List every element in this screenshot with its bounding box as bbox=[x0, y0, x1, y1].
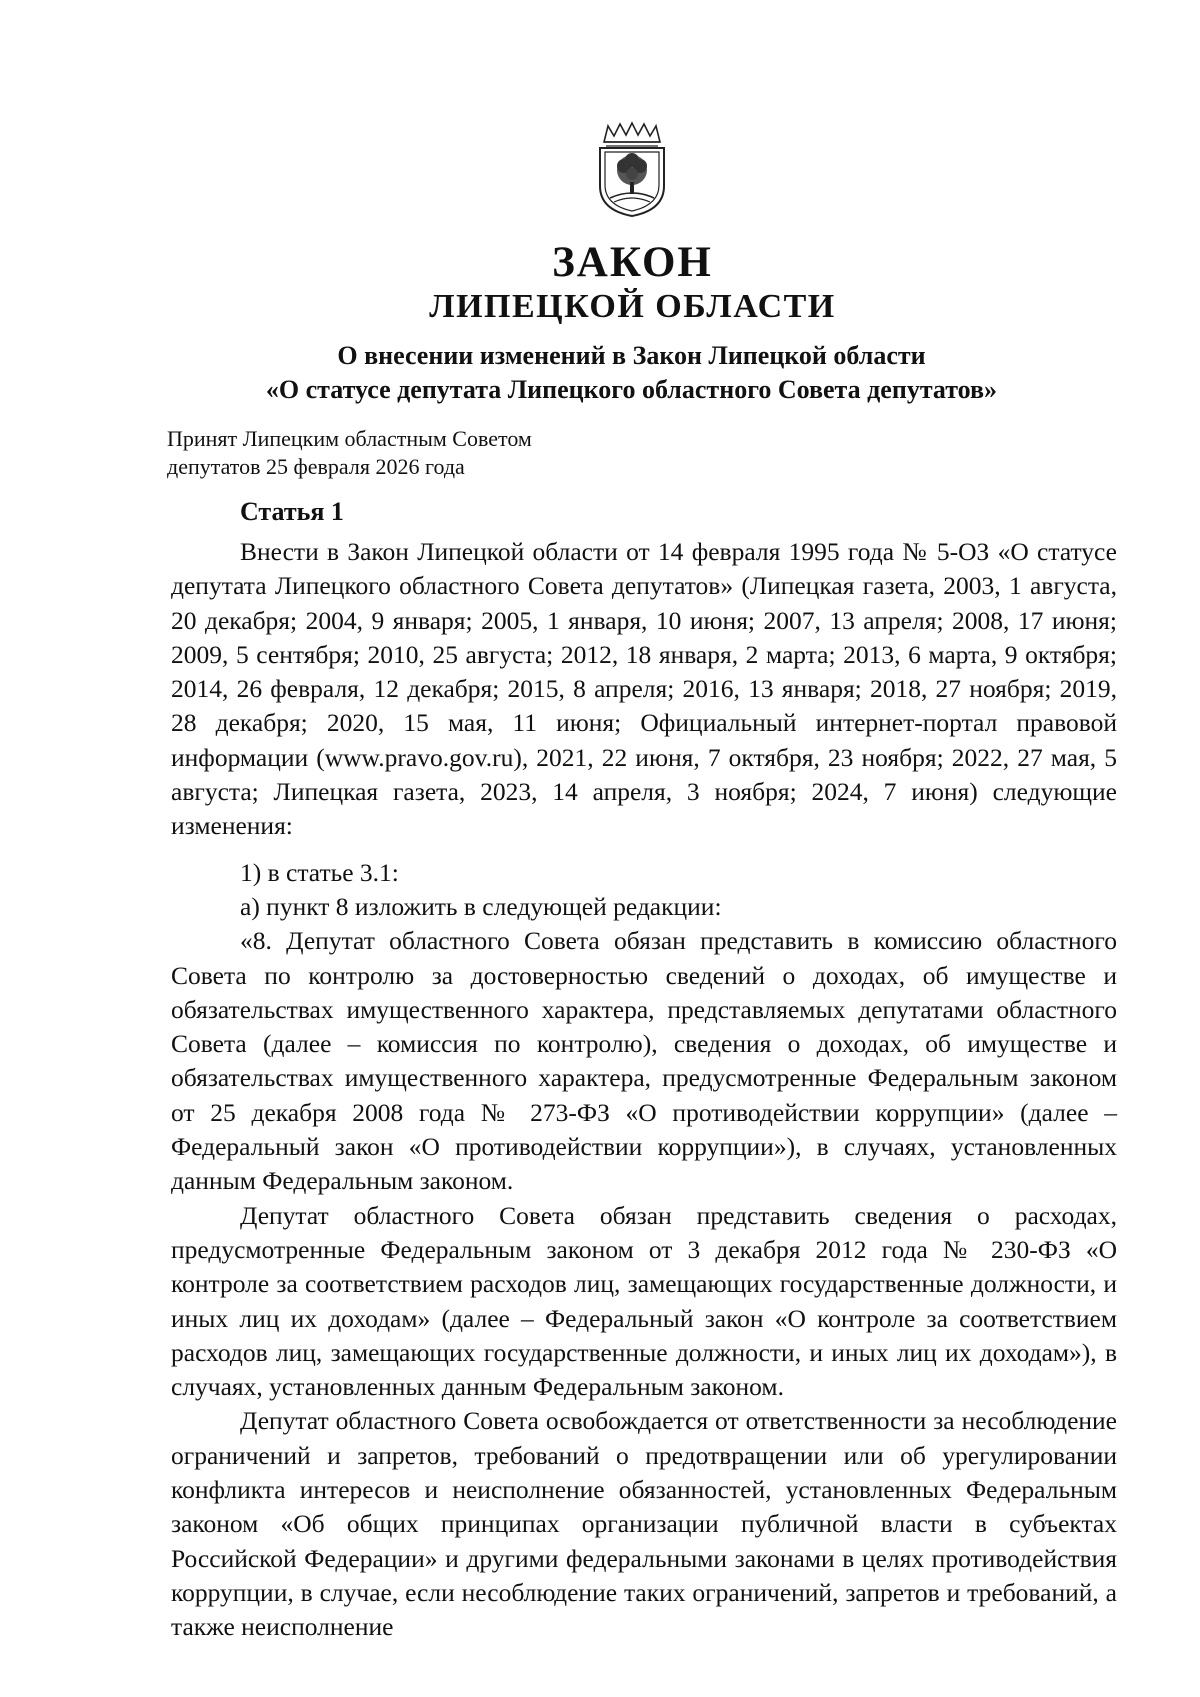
document-region: ЛИПЕЦКОЙ ОБЛАСТИ bbox=[429, 288, 836, 325]
paragraph-subitem-a: а) пункт 8 изложить в следующей редакции: bbox=[240, 891, 722, 921]
paragraph-liability-exemption: Депутат областного Совета освобождается от ответственности за несоблюдение ограничений и запретов, требований о предотвращении или об урегулировании конфликта интересов и неисполнение обязанностей, установленных Федеральным законом «Об общих принципах организации публичной власти в субъектах Российской Федерации» и другими федеральными законами в целях противодействия коррупции, в случае, если несоблюдение таких ограничений, запретов и требований, а также неисполнение bbox=[171, 1406, 1117, 1642]
document-title: ЗАКОН bbox=[552, 239, 713, 286]
article-body bbox=[171, 535, 1117, 1645]
adoption-note bbox=[167, 425, 532, 481]
adoption-note-line-2: депутатов 25 февраля 2026 года bbox=[167, 454, 465, 479]
law-subject-line-2: «О статусе депутата Липецкого областного Совета депутатов» bbox=[265, 375, 998, 404]
coat-of-arms-emblem bbox=[594, 120, 670, 218]
paragraph-expenses: Депутат областного Совета обязан представить сведения о расходах, предусмотренные Федеральным законом от 3 декабря 2012 года № 230-ФЗ «О контроле за соответствием расходов лиц, замещающих государственные должности, и иных лиц их доходам» (далее – Федеральный закон «О контроле за соответствием расходов лиц, замещающих государственные должности, и иных лиц их доходам»), в случаях, установленных данным Федеральным законом. bbox=[171, 1200, 1117, 1402]
paragraph-point-8: «8. Депутат областного Совета обязан представить в комиссию областного Совета по контролю за достоверностью сведений о доходах, об имуществе и обязательствах имущественного характера, представляемых депутатами областного Совета (далее – комиссия по контролю), сведения о доходах, об имуществе и обязательствах имущественного характера, предусмотренные Федеральным законом от 25 декабря 2008 года № 273-ФЗ «О противодействии коррупции» (далее – Федеральный закон «О противодействии коррупции»), в случаях, установленных данным Федеральным законом. bbox=[171, 926, 1117, 1196]
paragraph-item-1: 1) в статье 3.1: bbox=[240, 857, 399, 887]
paragraph-amendment-intro: Внести в Закон Липецкой области от 14 февраля 1995 года № 5-ОЗ «О статусе депутата Липецкого областного Совета депутатов» (Липецкая газета, 2003, 1 августа, 20 декабря; 2004, 9 января; 2005, 1 января, 10 июня; 2007, 13 апреля; 2008, 17 июня; 2009, 5 сентября; 2010, 25 августа; 2012, 18 января, 2 марта; 2013, 6 марта, 9 октября; 2014, 26 февраля, 12 декабря; 2015, 8 апреля; 2016, 13 января; 2018, 27 ноября; 2019, 28 декабря; 2020, 15 мая, 11 июня; Официальный интернет-портал правовой информации (www.pravo.gov.ru), 2021, 22 июня, 7 октября, 23 ноября; 2022, 27 мая, 5 августа; Липецкая газета, 2023, 14 апреля, 3 ноября; 2024, 7 июня) следующие изменения: bbox=[171, 537, 1117, 841]
adoption-note-line-1: Принят Липецким областным Советом bbox=[167, 426, 532, 451]
law-subject-line-1: О внесении изменений в Закон Липецкой области bbox=[337, 341, 926, 370]
article-heading: Статья 1 bbox=[240, 497, 344, 526]
law-subject bbox=[0, 339, 1200, 407]
